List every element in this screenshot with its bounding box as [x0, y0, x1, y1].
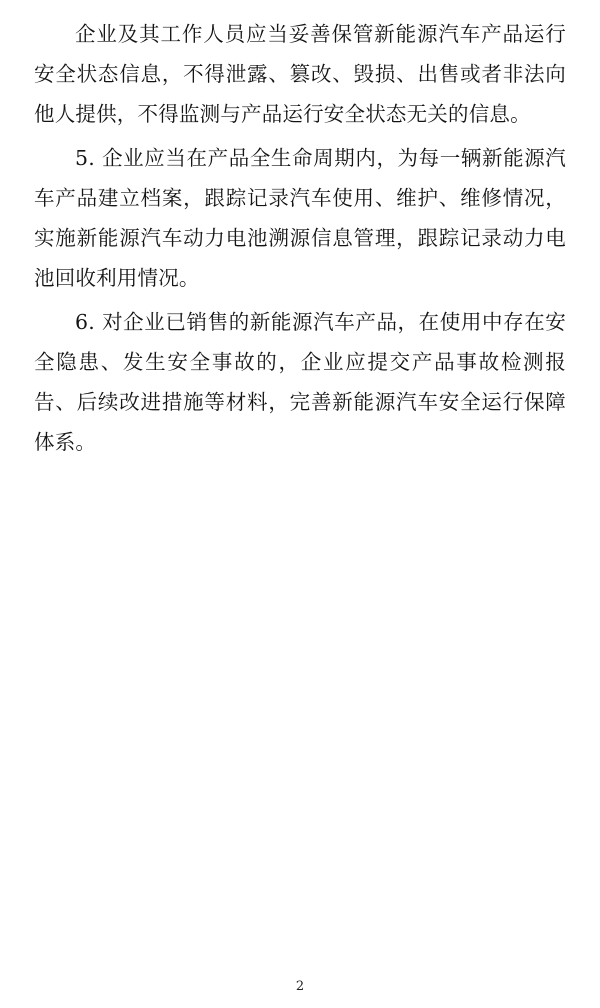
page-number: 2: [295, 979, 305, 994]
paragraph-1: 企业及其工作人员应当妥善保管新能源汽车产品运行安全状态信息，不得泄露、篡改、毁损、出售或者非法向他人提供，不得监测与产品运行安全状态无关的信息。: [34, 22, 566, 126]
paragraph-2: 5. 企业应当在产品全生命周期内，为每一辆新能源汽车产品建立档案，跟踪记录汽车使用、维护、维修情况，实施新能源汽车动力电池溯源信息管理，跟踪记录动力电池回收利用情况。: [34, 146, 566, 290]
paragraph-3: 6. 对企业已销售的新能源汽车产品，在使用中存在安全隐患、发生安全事故的，企业应提交产品事故检测报告、后续改进措施等材料，完善新能源汽车安全运行保障体系。: [34, 310, 566, 454]
document-body: [34, 14, 566, 462]
